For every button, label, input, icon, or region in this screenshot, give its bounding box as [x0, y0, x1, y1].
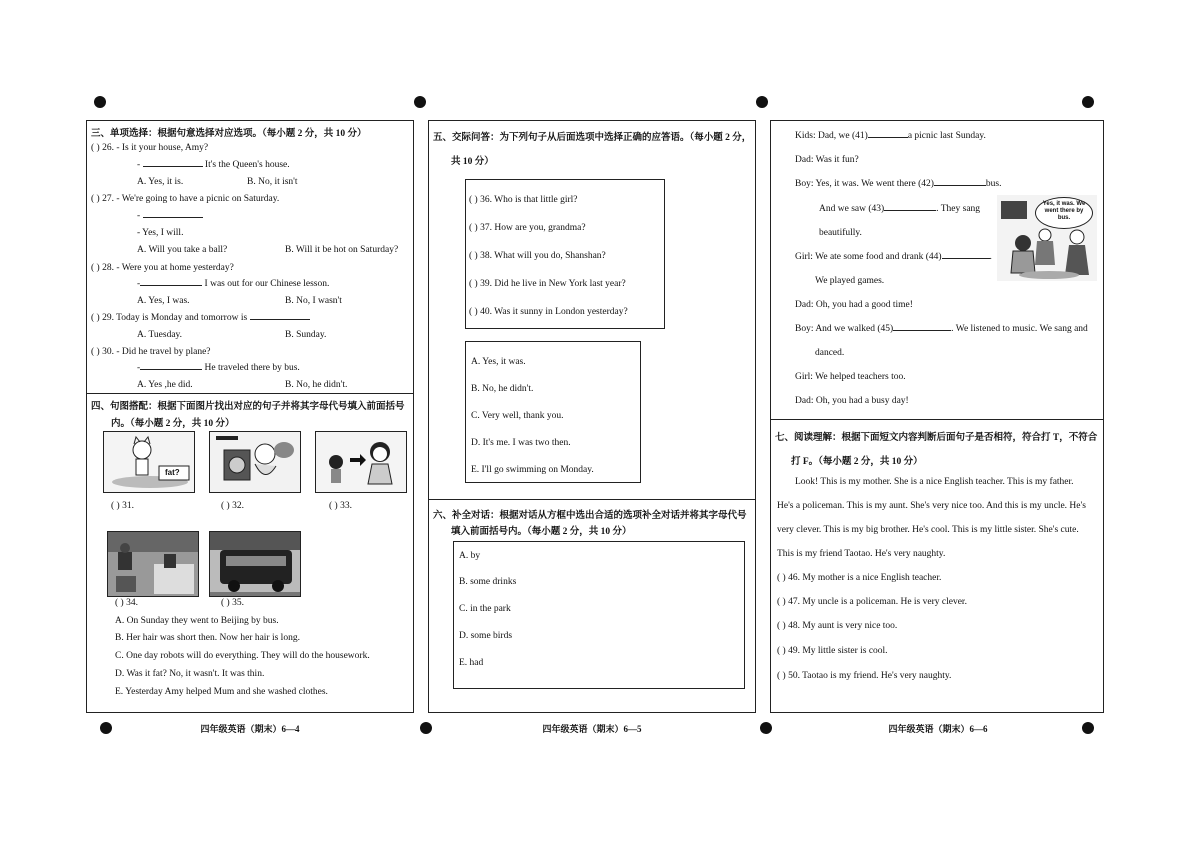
dialog-line-7: We played games.: [815, 276, 885, 286]
box-option-e: E. had: [459, 658, 484, 668]
picture-label-34: ( ) 34.: [115, 598, 138, 608]
answer-c: C. Very well, thank you.: [471, 411, 564, 421]
dialog-line-12: Dad: Oh, you had a busy day!: [795, 396, 909, 406]
q27-answer-line: -: [137, 211, 203, 221]
question-38: ( ) 38. What will you do, Shanshan?: [469, 251, 606, 261]
box-option-b: B. some drinks: [459, 577, 517, 587]
q26: ( ) 26. - Is it your house, Amy?: [91, 143, 209, 153]
dialog-line-5: beautifully.: [819, 228, 862, 238]
divider: [771, 419, 1103, 420]
cat-illustration: [104, 432, 195, 493]
box-option-a: A. by: [459, 551, 481, 561]
section-4-title-cont: 内。（每小题 2 分，共 10 分）: [111, 419, 235, 429]
q27-option-a: A. Will you take a ball?: [137, 245, 228, 255]
q26-answer-line: - It's the Queen's house.: [137, 160, 290, 170]
picture-33-hair: [315, 431, 407, 493]
section-3-title: 三、单项选择：根据句意选择对应选项。（每小题 2 分，共 10 分）: [91, 129, 367, 139]
q27-reply: - Yes, I will.: [137, 228, 184, 238]
picture-31-cat: [103, 431, 195, 493]
section-6-title-cont: 填入前面括号内。（每小题 2 分，共 10 分）: [451, 527, 632, 537]
picture-35-bus: [209, 531, 301, 597]
section-5-title-cont: 共 10 分）: [451, 157, 494, 167]
dialog-line-42: Boy: Yes, it was. We went there (42) bus.: [795, 179, 1002, 189]
dialog-line-44: Girl: We ate some food and drank (44) .: [795, 252, 992, 262]
robots-illustration: [108, 532, 199, 597]
picture-label-31: ( ) 31.: [111, 501, 134, 511]
left-page: [86, 120, 414, 713]
passage-line-4: This is my friend Taotao. He's very naughty.: [777, 549, 946, 559]
q29-option-a: A. Tuesday.: [137, 330, 183, 340]
answer-d: D. It's me. I was two then.: [471, 438, 571, 448]
girl-illustration: [316, 432, 407, 493]
dialog-line-43: And we saw (43) . They sang: [819, 204, 981, 214]
binder-hole: [420, 722, 432, 734]
answer-b: B. No, he didn't.: [471, 384, 534, 394]
question-36: ( ) 36. Who is that little girl?: [469, 195, 578, 205]
binder-hole: [756, 96, 768, 108]
bus-illustration: [210, 532, 301, 597]
q28: ( ) 28. - Were you at home yesterday?: [91, 263, 234, 273]
option-c: C. One day robots will do everything. They will do the housework.: [115, 651, 370, 661]
box-option-d: D. some birds: [459, 631, 513, 641]
binder-hole: [1082, 96, 1094, 108]
q27-option-b: B. Will it be hot on Saturday?: [285, 245, 399, 255]
statement-47: ( ) 47. My uncle is a policeman. He is very clever.: [777, 597, 967, 607]
picture-label-35: ( ) 35.: [221, 598, 244, 608]
dialog-line-10: danced.: [815, 348, 845, 358]
q29-option-b: B. Sunday.: [285, 330, 327, 340]
binder-hole: [94, 96, 106, 108]
passage-line-3: very clever. This is my big brother. He's cool. This is my little sister. She's cute.: [777, 525, 1079, 535]
q28-answer-line: - I was out for our Chinese lesson.: [137, 279, 330, 289]
q30-option-a: A. Yes ,he did.: [137, 380, 193, 390]
option-e: E. Yesterday Amy helped Mum and she washed clothes.: [115, 687, 328, 697]
page-footer-middle: 四年级英语（期末）6—5: [542, 724, 642, 734]
question-37: ( ) 37. How are you, grandma?: [469, 223, 586, 233]
dialog-line-2: Dad: Was it fun?: [795, 155, 859, 165]
dialog-line-8: Dad: Oh, you had a good time!: [795, 300, 913, 310]
page-footer-right: 四年级英语（期末）6—6: [888, 724, 988, 734]
option-b: B. Her hair was short then. Now her hair is long.: [115, 633, 300, 643]
picture-34-robots: [107, 531, 199, 597]
passage-line-1: Look! This is my mother. She is a nice English teacher. This is my father.: [795, 477, 1074, 487]
section-7-title: 七、阅读理解：根据下面短文内容判断后面句子是否相符，符合打 T，不符合: [775, 433, 1098, 443]
box-option-c: C. in the park: [459, 604, 511, 614]
divider: [87, 393, 413, 394]
q26-option-b: B. No, it isn't: [247, 177, 298, 187]
page-footer-left: 四年级英语（期末）6—4: [200, 724, 300, 734]
q30: ( ) 30. - Did he travel by plane?: [91, 347, 211, 357]
section-5-title: 五、交际问答：为下列句子从后面选项中选择正确的应答语。（每小题 2 分，: [433, 133, 752, 143]
dialog-line-11: Girl: We helped teachers too.: [795, 372, 906, 382]
section-7-title-cont: 打 F。（每小题 2 分，共 10 分）: [791, 457, 923, 467]
binder-hole: [760, 722, 772, 734]
options-box: [453, 541, 745, 689]
answer-a: A. Yes, it was.: [471, 357, 526, 367]
dialog-line-41: Kids: Dad, we (41) a picnic last Sunday.: [795, 131, 986, 141]
section-4-title: 四、句图搭配：根据下面图片找出对应的句子并将其字母代号填入前面括号: [91, 402, 405, 412]
statement-46: ( ) 46. My mother is a nice English teacher.: [777, 573, 942, 583]
statement-50: ( ) 50. Taotao is my friend. He's very naughty.: [777, 671, 952, 681]
middle-page: [428, 120, 756, 713]
q30-option-b: B. No, he didn't.: [285, 380, 348, 390]
answer-e: E. I'll go swimming on Monday.: [471, 465, 594, 475]
statement-48: ( ) 48. My aunt is very nice too.: [777, 621, 898, 631]
family-illustration: [997, 195, 1097, 281]
picture-32-washing: [209, 431, 301, 493]
binder-hole: [414, 96, 426, 108]
binder-hole: [1082, 722, 1094, 734]
q28-option-b: B. No, I wasn't: [285, 296, 342, 306]
q29: ( ) 29. Today is Monday and tomorrow is: [91, 313, 310, 323]
washing-machine-illustration: [210, 432, 301, 493]
cat-sign-text: fat?: [165, 468, 180, 477]
binder-hole: [100, 722, 112, 734]
picture-label-32: ( ) 32.: [221, 501, 244, 511]
speech-bubble: Yes, it was. We went there by bus.: [1035, 197, 1093, 229]
passage-line-2: He's a policeman. This is my aunt. She's very nice too. And this is my uncle. He's: [777, 501, 1086, 511]
right-page: [770, 120, 1104, 713]
picture-label-33: ( ) 33.: [329, 501, 352, 511]
dialog-line-45: Boy: And we walked (45) . We listened to music. We sang and: [795, 324, 1088, 334]
divider: [429, 499, 755, 500]
statement-49: ( ) 49. My little sister is cool.: [777, 646, 888, 656]
q26-option-a: A. Yes, it is.: [137, 177, 184, 187]
question-39: ( ) 39. Did he live in New York last year?: [469, 279, 626, 289]
q30-answer-line: - He traveled there by bus.: [137, 363, 300, 373]
q28-option-a: A. Yes, I was.: [137, 296, 190, 306]
option-a: A. On Sunday they went to Beijing by bus.: [115, 616, 279, 626]
q27: ( ) 27. - We're going to have a picnic on Saturday.: [91, 194, 280, 204]
option-d: D. Was it fat? No, it wasn't. It was thin.: [115, 669, 265, 679]
question-40: ( ) 40. Was it sunny in London yesterday?: [469, 307, 628, 317]
section-6-title: 六、补全对话：根据对话从方框中选出合适的选项补全对话并将其字母代号: [433, 511, 747, 521]
